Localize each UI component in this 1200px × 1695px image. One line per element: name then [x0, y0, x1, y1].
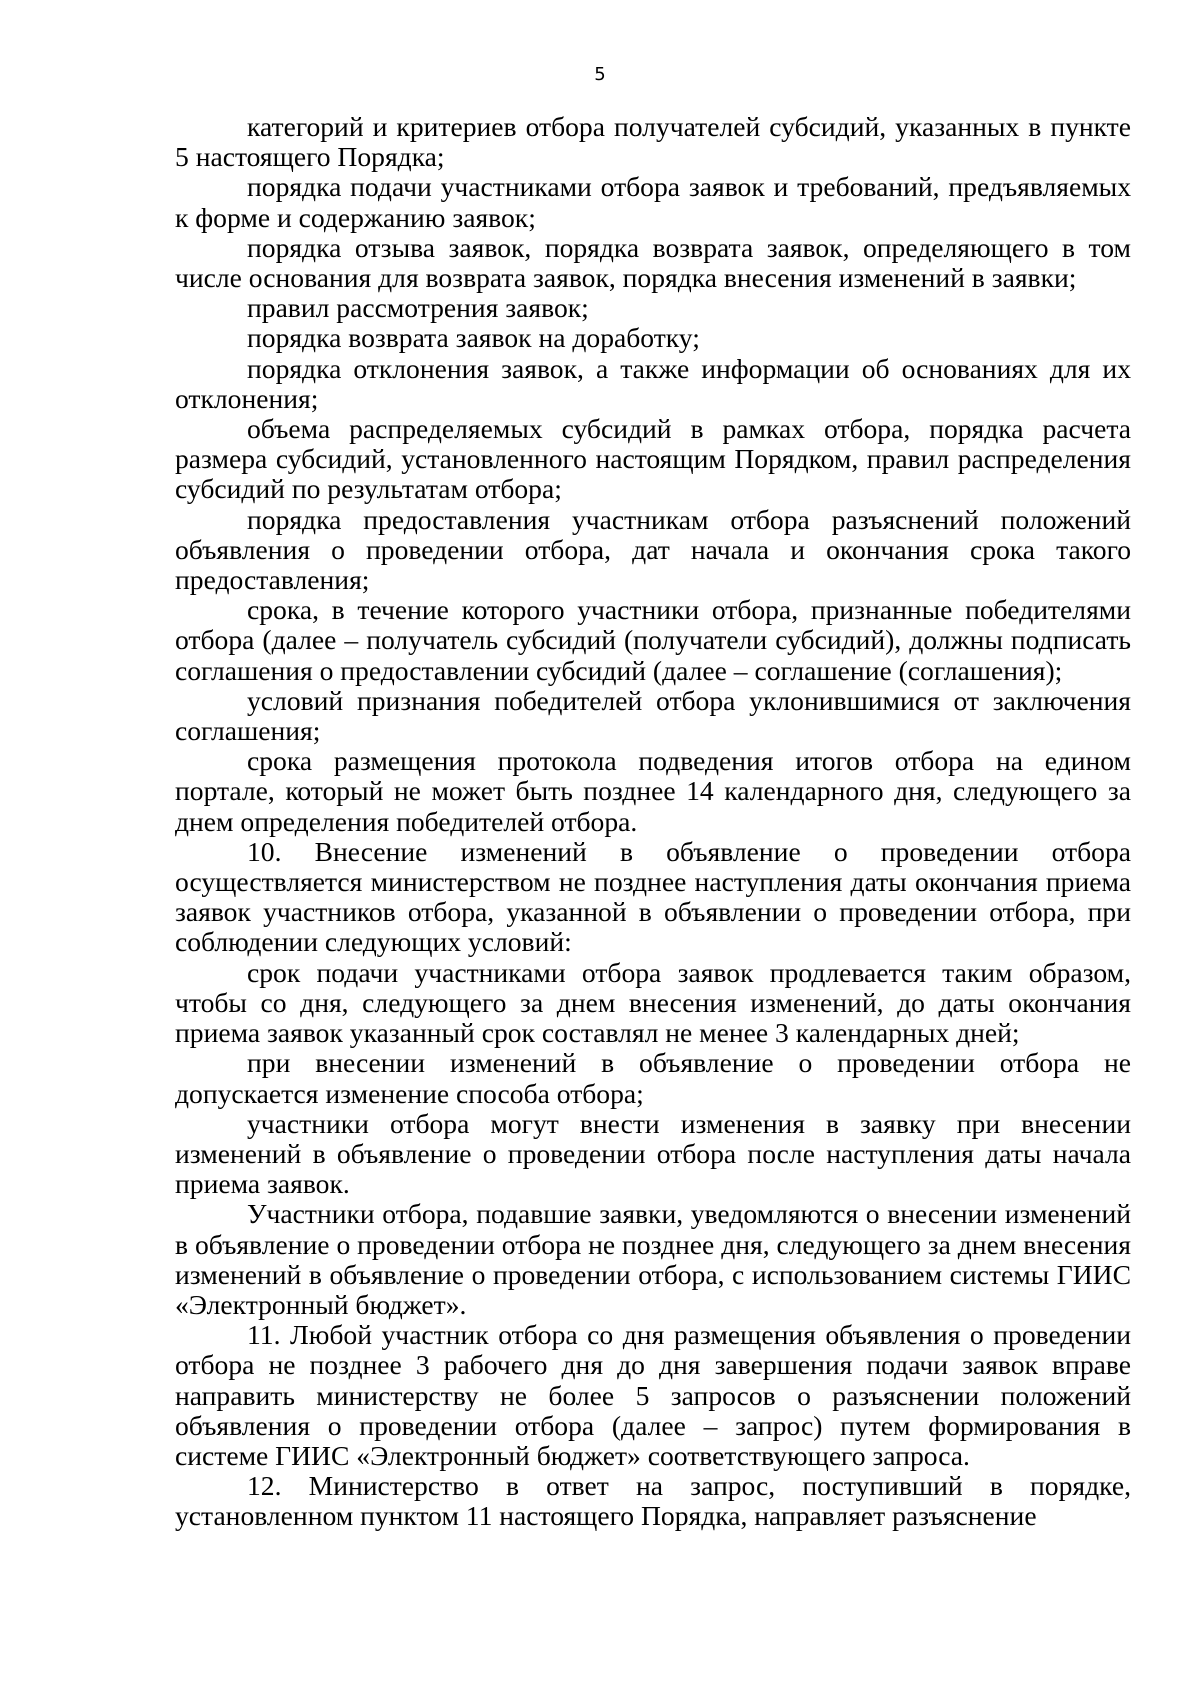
- paragraph-12: 10. Внесение изменений в объявление о проведении отбора осуществляется министерством не позднее наступления даты окончания приема заявок участников отбора, указанной в объявлении о проведении отбора, при соблюдении следующих условий:: [175, 835, 1131, 958]
- paragraph-11: срока размещения протокола подведения итогов отбора на едином портале, который не может быть позднее 14 календарного дня, следующего за днем определения победителей отбора.: [175, 745, 1131, 837]
- page-number: 5: [594, 64, 606, 85]
- paragraph-14: при внесении изменений в объявление о проведении отбора не допускается изменение способа отбора;: [175, 1047, 1131, 1109]
- paragraph-3: порядка отзыва заявок, порядка возврата заявок, определяющего в том числе основания для возврата заявок, порядка внесения изменений в заявки;: [175, 231, 1131, 294]
- paragraph-7: объема распределяемых субсидий в рамках отбора, порядка расчета размера субсидий, установленного настоящим Порядком, правил распределения субсидий по результатам отбора;: [175, 413, 1131, 505]
- paragraph-2: порядка подачи участниками отбора заявок и требований, предъявляемых к форме и содержанию заявок;: [175, 171, 1131, 233]
- paragraph-1: категорий и критериев отбора получателей субсидий, указанных в пункте 5 настоящего Порядка;: [175, 111, 1131, 173]
- paragraph-17: 11. Любой участник отбора со дня размещения объявления о проведении отбора не позднее 3 рабочего дня до дня завершения подачи заявок вправе направить министерству не более 5 запросов о разъяснении положений объявления о проведении отбора (далее – запрос) путем формирования в системе ГИИС «Электронный бюджет» соответствующего запроса.: [175, 1319, 1131, 1471]
- paragraph-5: порядка возврата заявок на доработку;: [247, 322, 700, 354]
- paragraph-18: 12. Министерство в ответ на запрос, поступивший в порядке, установленном пунктом 11 настоящего Порядка, направляет разъяснение: [175, 1470, 1131, 1532]
- paragraph-13: срок подачи участниками отбора заявок продлевается таким образом, чтобы со дня, следующего за днем внесения изменений, до даты окончания приема заявок указанный срок составлял не менее 3 календарных дней;: [175, 956, 1131, 1049]
- paragraph-9: срока, в течение которого участники отбора, признанные победителями отбора (далее – получатель субсидий (получатели субсидий), должны подписать соглашения о предоставлении субсидий (далее – соглашение (соглашения);: [175, 594, 1131, 686]
- document-body: [175, 112, 1131, 1532]
- paragraph-10: условий признания победителей отбора уклонившимися от заключения соглашения;: [175, 684, 1131, 747]
- paragraph-16: Участники отбора, подавшие заявки, уведомляются о внесении изменений в объявление о проведении отбора не позднее дня, следующего за днем внесения изменений в объявление о проведении отбора, с использованием системы ГИИС «Электронный бюджет».: [175, 1198, 1131, 1320]
- paragraph-6: порядка отклонения заявок, а также информации об основаниях для их отклонения;: [175, 352, 1131, 414]
- paragraph-15: участники отбора могут внести изменения в заявку при внесении изменений в объявление о проведении отбора после наступления даты начала приема заявок.: [175, 1107, 1131, 1200]
- paragraph-8: порядка предоставления участникам отбора разъяснений положений объявления о проведении отбора, дат начала и окончания срока такого предоставления;: [175, 503, 1131, 596]
- paragraph-4: правил рассмотрения заявок;: [247, 292, 589, 324]
